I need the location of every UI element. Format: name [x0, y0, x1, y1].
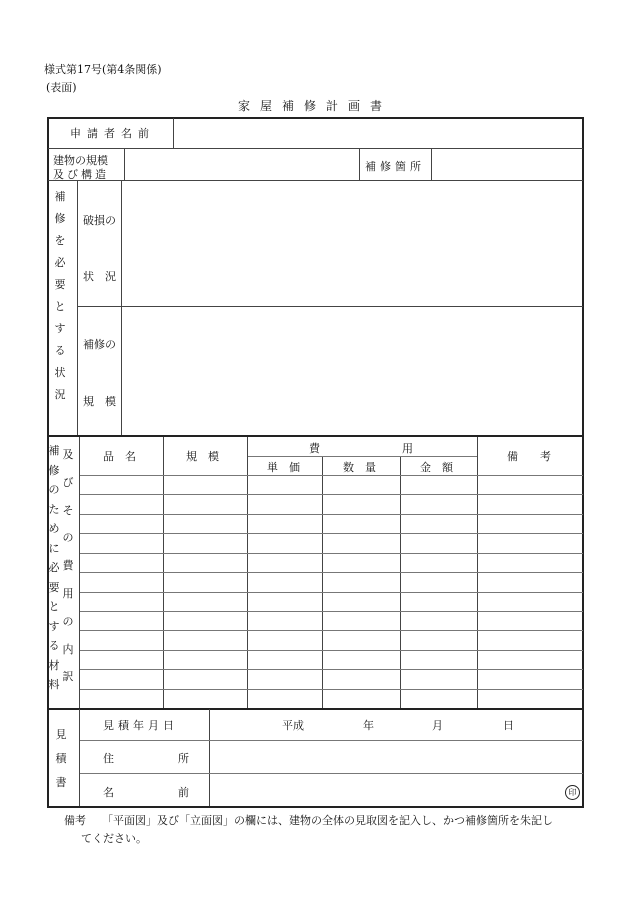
materials-side-char: 用	[62, 586, 74, 600]
table-cell[interactable]	[80, 631, 163, 648]
table-cell[interactable]	[164, 495, 247, 512]
table-cell[interactable]	[164, 554, 247, 571]
condition-side-char: る	[54, 344, 66, 357]
table-cell[interactable]	[80, 651, 163, 668]
divider	[48, 435, 583, 437]
table-cell[interactable]	[478, 593, 583, 610]
table-cell[interactable]	[401, 612, 477, 629]
table-cell[interactable]	[248, 495, 322, 512]
materials-side-char: に	[48, 541, 60, 555]
materials-side-char: の	[62, 531, 74, 545]
table-cell[interactable]	[323, 612, 400, 629]
address-label-right: 所	[178, 752, 189, 765]
divider	[248, 456, 477, 457]
remarks-label: 備考	[64, 814, 86, 827]
col-item-name: 品 名	[103, 450, 136, 463]
applicant-name-label: 申請者名前	[70, 127, 155, 140]
table-cell[interactable]	[323, 670, 400, 687]
remarks-line1	[64, 812, 553, 828]
materials-side-char: び	[62, 475, 74, 489]
materials-side-char: た	[48, 502, 60, 516]
materials-side-char: す	[48, 619, 60, 633]
damage-label-line2: 状 況	[83, 270, 116, 283]
materials-side-char: の	[62, 614, 74, 628]
table-cell[interactable]	[401, 495, 477, 512]
condition-side-char: を	[54, 234, 66, 247]
condition-side-char: と	[54, 300, 66, 313]
repair-scale-label-line1: 補修の	[83, 338, 116, 351]
col-cost-group-left: 費	[309, 442, 320, 455]
table-cell[interactable]	[248, 534, 322, 551]
table-cell[interactable]	[164, 515, 247, 532]
condition-side-char: 修	[54, 212, 66, 225]
name-label: 名	[103, 786, 114, 799]
applicant-name-field[interactable]	[174, 118, 583, 148]
materials-side-char: 及	[62, 448, 74, 461]
table-cell[interactable]	[80, 495, 163, 512]
divider	[77, 181, 78, 435]
table-cell[interactable]	[401, 690, 477, 707]
repair-location-field[interactable]	[432, 149, 583, 180]
materials-side-char: め	[48, 522, 60, 535]
estimate-side-label	[51, 723, 71, 795]
materials-side-char: 料	[48, 678, 60, 691]
table-cell[interactable]	[80, 554, 163, 571]
table-cell[interactable]	[323, 651, 400, 668]
table-cell[interactable]	[80, 515, 163, 532]
table-cell[interactable]	[478, 476, 583, 493]
table-cell[interactable]	[248, 554, 322, 571]
condition-side-char: 必	[54, 256, 66, 269]
table-cell[interactable]	[478, 534, 583, 551]
materials-side-char: 内	[62, 642, 74, 656]
materials-side-char: 材	[48, 658, 60, 672]
repair-scale-field[interactable]	[122, 307, 583, 435]
table-cell[interactable]	[248, 690, 322, 707]
materials-side-char: 訳	[62, 670, 74, 684]
table-cell[interactable]	[323, 495, 400, 512]
table-cell[interactable]	[323, 534, 400, 551]
table-cell[interactable]	[323, 690, 400, 707]
document-title: 家屋補修計画書	[237, 99, 392, 113]
condition-side-char: 補	[54, 190, 66, 203]
table-cell[interactable]	[478, 554, 583, 571]
col-unit-price: 単 価	[267, 461, 300, 474]
address-field[interactable]	[210, 741, 583, 773]
table-cell[interactable]	[478, 573, 583, 590]
name-label-right: 前	[178, 786, 189, 799]
table-cell[interactable]	[401, 476, 477, 493]
damage-label-line1: 破損の	[83, 214, 116, 227]
building-scale-field[interactable]	[125, 149, 359, 180]
table-cell[interactable]	[401, 631, 477, 648]
condition-side-char: 要	[54, 278, 66, 291]
remarks-text-line1: 「平面図」及び「立面図」の欄には、建物の全体の見取図を記入し、かつ補修箇所を朱記し	[102, 814, 553, 827]
table-cell[interactable]	[248, 593, 322, 610]
repair-scale-label-line2: 規 模	[83, 395, 116, 408]
era-label: 平成	[282, 719, 304, 732]
col-quantity: 数 量	[343, 461, 376, 474]
table-cell[interactable]	[80, 534, 163, 551]
col-spec: 規 模	[186, 450, 219, 463]
table-cell[interactable]	[80, 593, 163, 610]
estimate-date-field[interactable]	[210, 709, 583, 740]
table-cell[interactable]	[323, 573, 400, 590]
table-cell[interactable]	[401, 670, 477, 687]
col-amount: 金 額	[420, 461, 453, 474]
year-label: 年	[363, 719, 374, 732]
materials-side-char: そ	[62, 503, 74, 517]
materials-side-char: 要	[48, 580, 60, 594]
materials-side-label-col1	[47, 441, 61, 695]
table-cell[interactable]	[164, 670, 247, 687]
materials-side-char: る	[48, 639, 60, 652]
table-cell[interactable]	[478, 651, 583, 668]
table-cell[interactable]	[164, 651, 247, 668]
divider	[359, 149, 360, 180]
condition-side-char: 況	[54, 388, 66, 401]
seal-mark: 印	[565, 785, 580, 800]
table-cell[interactable]	[478, 515, 583, 532]
damage-condition-field[interactable]	[122, 181, 583, 306]
table-cell[interactable]	[164, 593, 247, 610]
materials-side-char: と	[48, 600, 60, 613]
table-cell[interactable]	[478, 631, 583, 648]
building-scale-label-line2: 及び構造	[53, 168, 109, 181]
table-cell[interactable]	[248, 631, 322, 648]
table-cell[interactable]	[401, 554, 477, 571]
day-label: 日	[503, 719, 514, 732]
condition-side-char: 状	[54, 366, 66, 379]
materials-side-char: の	[48, 483, 60, 496]
estimate-side-char: 書	[55, 776, 67, 789]
materials-side-char: 必	[48, 561, 60, 574]
materials-side-char: 費	[62, 559, 74, 573]
table-cell[interactable]	[323, 476, 400, 493]
table-cell[interactable]	[80, 670, 163, 687]
name-field[interactable]	[210, 774, 560, 806]
table-cell[interactable]	[248, 476, 322, 493]
table-cell[interactable]	[478, 690, 583, 707]
col-remarks: 備 考	[507, 450, 551, 463]
materials-side-label-col2	[61, 441, 75, 691]
table-cell[interactable]	[323, 515, 400, 532]
table-cell[interactable]	[323, 554, 400, 571]
table-cell[interactable]	[80, 612, 163, 629]
col-cost-group-right: 用	[402, 442, 413, 455]
table-cell[interactable]	[478, 670, 583, 687]
estimate-side-char: 積	[55, 752, 67, 765]
table-cell[interactable]	[248, 670, 322, 687]
table-cell[interactable]	[248, 651, 322, 668]
table-cell[interactable]	[248, 573, 322, 590]
materials-side-char: 修	[48, 463, 60, 477]
table-cell[interactable]	[478, 495, 583, 512]
address-label: 住	[103, 752, 114, 765]
repair-location-label: 補修箇所	[365, 160, 425, 173]
table-cell[interactable]	[164, 631, 247, 648]
table-cell[interactable]	[164, 534, 247, 551]
building-scale-label-line1: 建物の規模	[53, 154, 108, 167]
table-cell[interactable]	[401, 573, 477, 590]
materials-side-char: 補	[48, 444, 60, 457]
table-cell[interactable]	[401, 651, 477, 668]
condition-side-label	[50, 186, 70, 406]
table-cell[interactable]	[248, 515, 322, 532]
remarks-text-line2: てください。	[81, 832, 147, 845]
condition-side-char: す	[54, 322, 66, 335]
table-cell[interactable]	[478, 612, 583, 629]
table-cell[interactable]	[80, 690, 163, 707]
table-cell[interactable]	[164, 612, 247, 629]
table-cell[interactable]	[80, 573, 163, 590]
table-cell[interactable]	[401, 515, 477, 532]
month-label: 月	[432, 719, 443, 732]
table-cell[interactable]	[164, 573, 247, 590]
table-cell[interactable]	[401, 593, 477, 610]
estimate-date-label: 見積年月日	[103, 719, 178, 732]
table-cell[interactable]	[164, 690, 247, 707]
table-cell[interactable]	[248, 612, 322, 629]
estimate-side-char: 見	[55, 728, 67, 741]
table-cell[interactable]	[164, 476, 247, 493]
divider	[79, 709, 80, 806]
table-cell[interactable]	[80, 476, 163, 493]
table-cell[interactable]	[323, 593, 400, 610]
form-side: (表面)	[46, 81, 77, 94]
form-number: 様式第17号(第4条関係)	[44, 63, 162, 76]
table-cell[interactable]	[323, 631, 400, 648]
table-cell[interactable]	[401, 534, 477, 551]
